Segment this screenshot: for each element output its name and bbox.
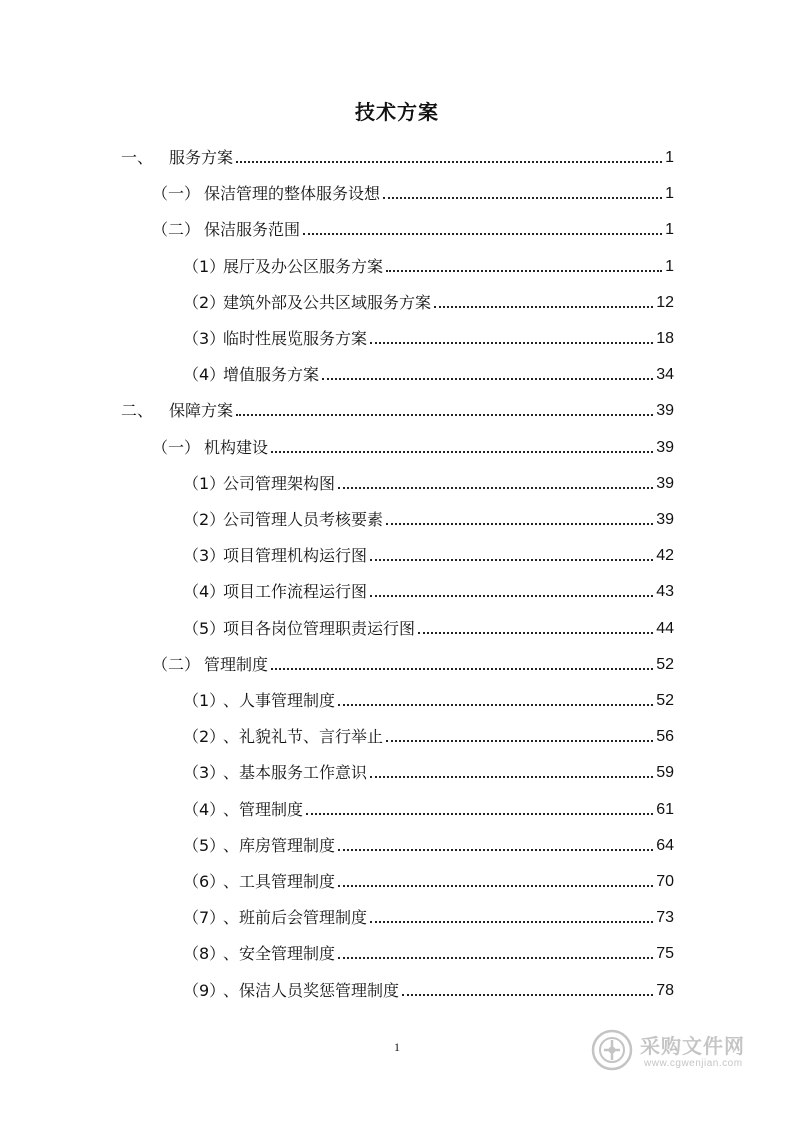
toc-entry-label (183, 365, 319, 385)
toc-entry-text: 、班前后会管理制度 (223, 908, 368, 928)
toc-entry-prefix: （5） (183, 618, 226, 638)
toc-leader-dots (370, 594, 653, 597)
toc-entry-text: 项目各岗位管理职责运行图 (223, 618, 416, 638)
watermark-name: 采购文件网 (640, 1034, 745, 1058)
toc-entry[interactable] (183, 858, 674, 892)
toc-entry[interactable] (183, 749, 674, 783)
toc-entry[interactable] (183, 460, 674, 494)
toc-entry[interactable] (183, 713, 674, 747)
toc-leader-dots (236, 413, 653, 416)
toc-entry-text: 项目工作流程运行图 (223, 582, 368, 602)
toc-entry-label (183, 257, 383, 277)
toc-entry-page: 70 (656, 873, 674, 890)
toc-leader-dots (338, 956, 653, 959)
toc-entry-prefix: （1） (183, 473, 226, 493)
toc-entry-page: 39 (656, 402, 674, 420)
toc-entry[interactable] (152, 641, 674, 675)
toc-leader-dots (383, 196, 662, 199)
toc-entry[interactable] (121, 134, 674, 168)
toc-entry-prefix: （4） (183, 799, 226, 819)
toc-entry[interactable] (121, 387, 674, 421)
toc-entry[interactable] (183, 351, 674, 385)
toc-leader-dots (338, 884, 653, 887)
toc-entry[interactable] (183, 568, 674, 602)
toc-leader-dots (338, 703, 653, 706)
toc-entry[interactable] (183, 930, 674, 964)
toc-entry-label (152, 184, 380, 204)
toc-entry-page: 75 (656, 945, 674, 963)
toc-entry-prefix: （3） (183, 546, 226, 566)
toc-entry-page: 56 (656, 728, 674, 746)
document-title: 技术方案 (355, 100, 439, 124)
toc-entry-label (152, 655, 268, 675)
toc-leader-dots (303, 232, 662, 235)
toc-entry-page: 61 (656, 800, 674, 818)
toc-entry[interactable] (152, 424, 674, 458)
toc-entry-label (183, 800, 303, 820)
toc-entry-text: 增值服务方案 (223, 365, 320, 385)
toc-entry-text: 、基本服务工作意识 (223, 763, 368, 783)
toc-leader-dots (370, 341, 653, 344)
toc-entry-page: 1 (665, 149, 674, 166)
toc-entry-page: 18 (656, 330, 674, 347)
toc-entry-label (183, 908, 367, 928)
toc-entry-page: 73 (656, 909, 674, 927)
toc-entry-prefix: （一） (152, 184, 201, 204)
toc-entry[interactable] (183, 822, 674, 856)
toc-entry-page: 12 (656, 293, 674, 311)
toc-leader-dots (434, 305, 653, 308)
toc-entry[interactable] (183, 677, 674, 711)
toc-entry-label (183, 872, 335, 892)
toc-entry-label (183, 329, 367, 349)
toc-entry[interactable] (183, 496, 674, 530)
toc-entry-text: 、安全管理制度 (223, 944, 336, 964)
toc-entry-label (183, 981, 399, 1001)
toc-entry-prefix: （2） (183, 727, 226, 747)
toc-entry-prefix: （3） (183, 763, 226, 783)
toc-entry-text: 保洁服务范围 (204, 220, 301, 240)
toc-leader-dots (271, 667, 653, 670)
toc-entry-page: 1 (665, 257, 674, 275)
toc-entry-page: 52 (656, 655, 674, 673)
toc-entry-label (183, 763, 367, 783)
toc-entry[interactable] (183, 532, 674, 566)
toc-entry-page: 1 (665, 221, 674, 239)
toc-leader-dots (236, 160, 662, 163)
toc-entry-text: 项目管理机构运行图 (223, 546, 368, 566)
toc-entry[interactable] (183, 894, 674, 928)
toc-leader-dots (338, 848, 653, 851)
toc-entry-label (183, 836, 335, 856)
watermark (590, 1024, 760, 1078)
toc-entry-prefix: （9） (183, 980, 226, 1000)
toc-entry[interactable] (183, 243, 674, 277)
toc-entry[interactable] (183, 315, 674, 349)
toc-entry[interactable] (152, 170, 674, 204)
toc-leader-dots (370, 920, 653, 923)
toc-leader-dots (402, 993, 653, 996)
toc-leader-dots (306, 812, 653, 815)
toc-entry-prefix: （7） (183, 908, 226, 928)
toc-entry-prefix: （二） (152, 220, 201, 240)
toc-entry[interactable] (183, 786, 674, 820)
toc-entry-label (183, 546, 367, 566)
toc-entry-prefix: （6） (183, 872, 226, 891)
toc-leader-dots (338, 486, 653, 489)
toc-entry-text: 临时性展览服务方案 (223, 329, 368, 348)
toc-entry-prefix: （2） (183, 510, 226, 529)
watermark-logo-icon (590, 1028, 634, 1072)
toc-entry-page: 1 (665, 185, 674, 203)
toc-leader-dots (370, 775, 653, 778)
toc-entry-text: 、库房管理制度 (223, 835, 336, 855)
toc-entry-label (183, 582, 367, 602)
toc-entry-text: 服务方案 (169, 148, 234, 167)
toc-entry-prefix: （4） (183, 582, 226, 602)
toc-entry-prefix: （3） (183, 329, 226, 348)
toc-entry-prefix: 一、 (121, 148, 154, 167)
toc-entry-page: 34 (656, 366, 674, 384)
toc-entry[interactable] (183, 279, 674, 313)
toc-leader-dots (271, 450, 653, 453)
toc-entry-page: 43 (656, 583, 674, 601)
toc-entry-text: 、管理制度 (223, 799, 304, 819)
toc-entry-page: 64 (656, 836, 674, 854)
toc-entry-text: 保洁管理的整体服务设想 (204, 184, 381, 204)
toc-leader-dots (322, 377, 653, 380)
toc-entry-page: 39 (656, 438, 674, 456)
toc-entry-page: 78 (656, 981, 674, 999)
toc-entry-page: 52 (656, 692, 674, 709)
toc-entry[interactable] (183, 605, 674, 639)
toc-entry-prefix: （8） (183, 944, 226, 964)
toc-entry-text: 公司管理架构图 (223, 473, 336, 493)
toc-entry[interactable] (152, 206, 674, 240)
toc-entry-label (152, 438, 268, 458)
toc-entry-text: 建筑外部及公共区域服务方案 (223, 292, 432, 312)
toc-entry-text: 、工具管理制度 (223, 872, 336, 891)
toc-entry-label (121, 401, 233, 421)
toc-leader-dots (370, 558, 653, 561)
toc-entry-text: 展厅及办公区服务方案 (223, 256, 384, 276)
toc-entry-text: 、礼貌礼节、言行举止 (223, 727, 384, 747)
toc-entry[interactable] (183, 967, 674, 1001)
toc-entry-label (152, 220, 300, 240)
toc-entry-label (121, 148, 233, 168)
toc-entry-page: 39 (656, 511, 674, 528)
toc-entry-page: 59 (656, 764, 674, 782)
toc-entry-text: 公司管理人员考核要素 (223, 510, 384, 529)
toc-entry-label (183, 510, 383, 530)
toc-entry-page: 44 (656, 619, 674, 637)
toc-entry-prefix: （2） (183, 292, 226, 312)
toc-leader-dots (386, 739, 653, 742)
toc-entry-text: 机构建设 (204, 437, 269, 457)
watermark-url: www.cgwenjian.com (644, 1058, 743, 1069)
toc-entry-label (183, 727, 383, 747)
toc-entry-prefix: （1） (183, 256, 226, 276)
toc-entry-prefix: （二） (152, 654, 201, 674)
toc-entry-text: 保障方案 (169, 401, 234, 421)
toc-entry-label (183, 474, 335, 494)
toc-leader-dots (386, 269, 662, 272)
toc-entry-prefix: （1） (183, 691, 226, 710)
toc-leader-dots (418, 631, 653, 634)
page-number: 1 (394, 1040, 400, 1054)
toc-entry-text: 管理制度 (204, 654, 269, 674)
toc-entry-prefix: （5） (183, 835, 226, 855)
toc-leader-dots (386, 522, 653, 525)
toc-entry-label (183, 619, 415, 639)
toc-entry-prefix: （一） (152, 437, 201, 457)
toc-entry-label (183, 293, 431, 313)
toc-entry-text: 、人事管理制度 (223, 691, 336, 710)
toc-entry-prefix: 二、 (121, 401, 154, 421)
toc-entry-page: 42 (656, 547, 674, 565)
toc-entry-label (183, 691, 335, 711)
toc-entry-prefix: （4） (183, 365, 226, 385)
toc-entry-label (183, 944, 335, 964)
toc-entry-text: 、保洁人员奖惩管理制度 (223, 980, 400, 1000)
toc-entry-page: 39 (656, 474, 674, 492)
